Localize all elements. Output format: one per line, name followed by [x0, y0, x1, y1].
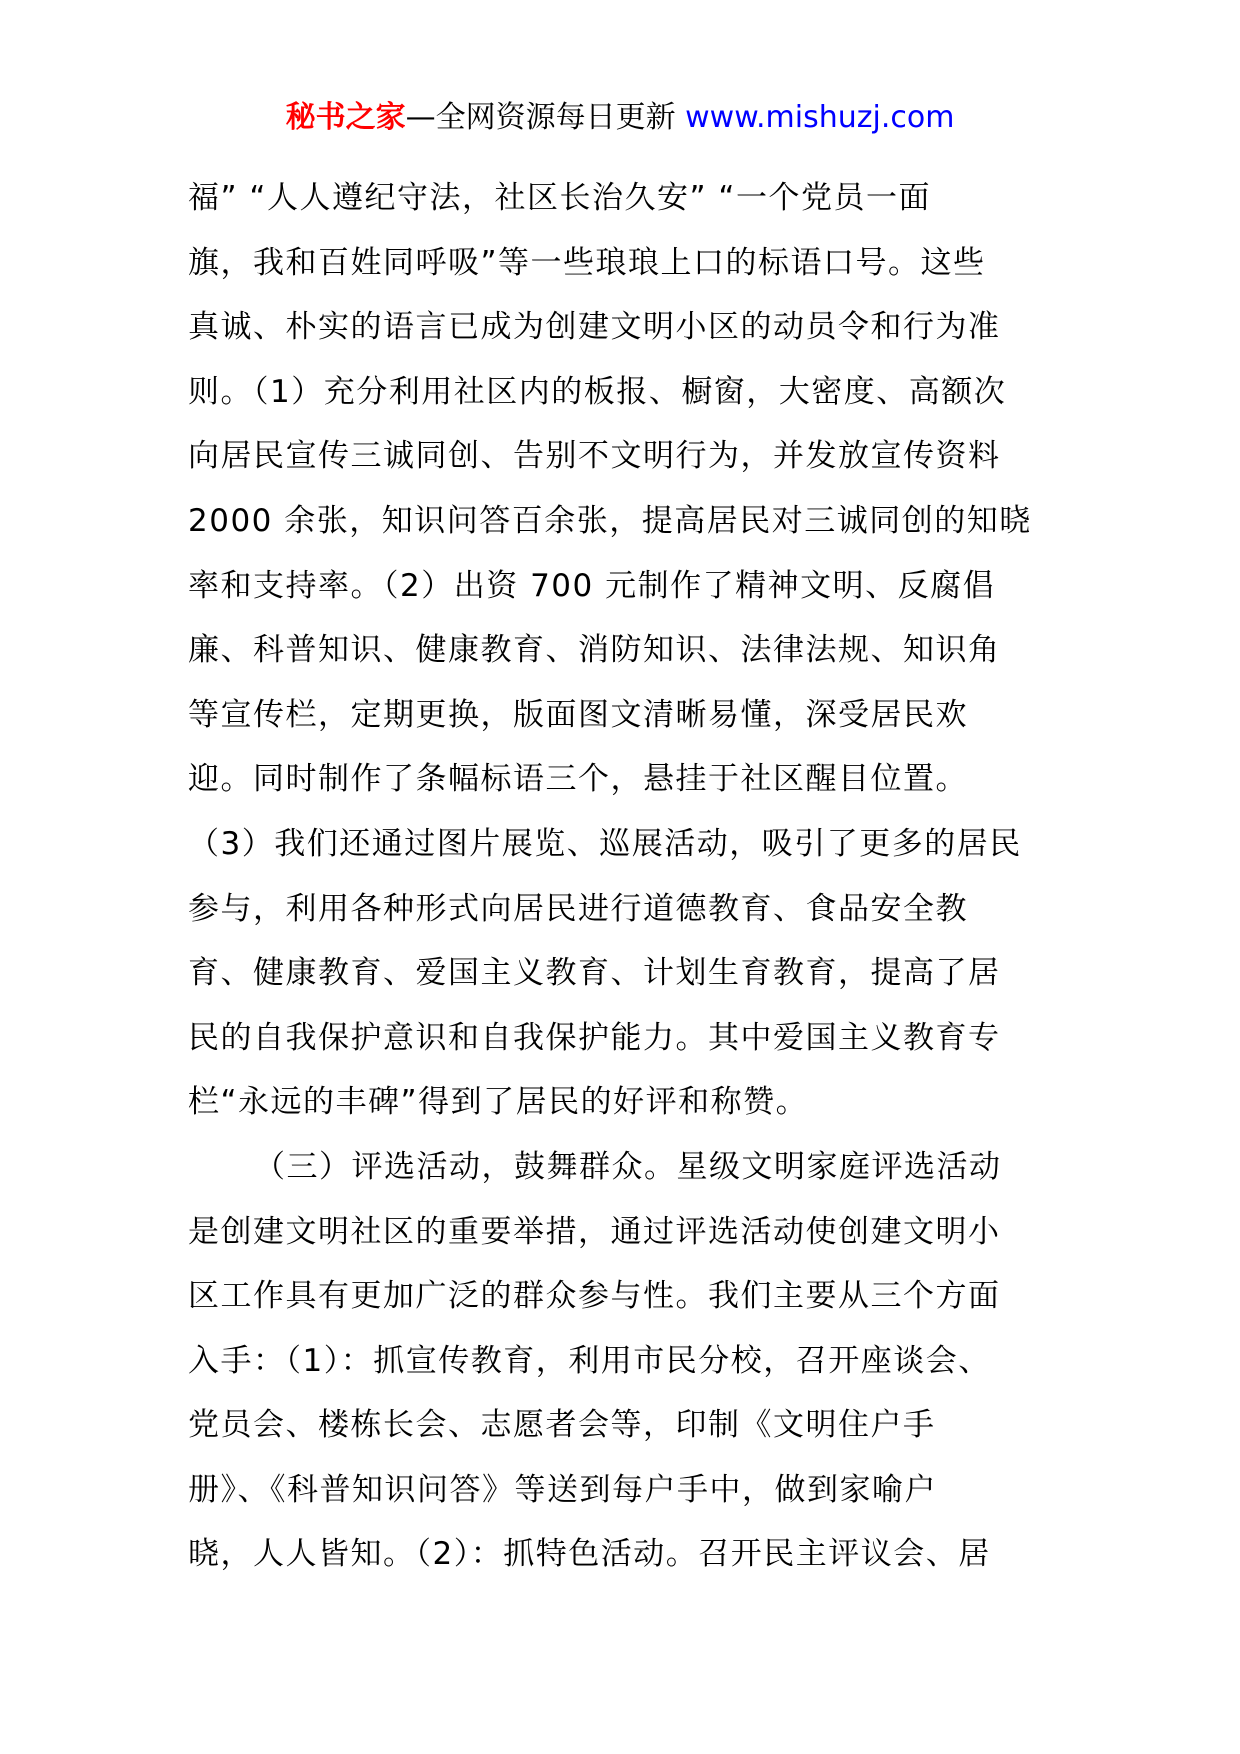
- document-body: [188, 166, 1056, 1587]
- brand-name: 秘书之家: [285, 100, 406, 135]
- text-line: 福” “人人遵纪守法，社区长治久安” “一个党员一面: [188, 180, 931, 216]
- text-line: 育、健康教育、爱国主义教育、计划生育教育，提高了居: [188, 955, 1001, 992]
- text-line: 廉、科普知识、健康教育、消防知识、法律法规、知识角: [188, 632, 1001, 669]
- text-line: 率和支持率。（2）出资 700 元制作了精神文明、反腐倡: [188, 567, 996, 604]
- site-url-link[interactable]: www.mishuzj.com: [685, 100, 955, 135]
- text-line: 是创建文明社区的重要举措，通过评选活动使创建文明小: [188, 1213, 1001, 1250]
- text-line: 迎。同时制作了条幅标语三个，悬挂于社区醒目位置。: [188, 761, 968, 798]
- text-line: 真诚、朴实的语言已成为创建文明小区的动员令和行为准: [188, 309, 1001, 346]
- text-line: （3）我们还通过图片展览、巡展活动，吸引了更多的居民: [188, 825, 1022, 862]
- text-line: 2000 余张，知识问答百余张，提高居民对三诚同创的知晓: [188, 502, 1032, 539]
- text-line: 区工作具有更加广泛的群众参与性。我们主要从三个方面: [188, 1278, 1001, 1315]
- text-line: 党员会、楼栋长会、志愿者会等，印制《文明住户手: [188, 1407, 936, 1444]
- text-line: 栏“永远的丰碑”得到了居民的好评和称赞。: [188, 1084, 809, 1121]
- text-line: 晓，人人皆知。（2）：抓特色活动。召开民主评议会、居: [188, 1536, 991, 1573]
- paragraph-2: [188, 1135, 1056, 1587]
- text-line: 册》、《科普知识问答》等送到每户手中，做到家喻户: [188, 1471, 937, 1508]
- text-line: 参与，利用各种形式向居民进行道德教育、食品安全教: [188, 890, 968, 927]
- text-line: 等宣传栏，定期更换，版面图文清晰易懂，深受居民欢: [188, 696, 968, 733]
- paragraph-1: [188, 166, 1056, 1135]
- text-line: 旗，我和百姓同呼吸”等一些琅琅上口的标语口号。这些: [188, 244, 986, 281]
- text-line: 入手：（1）：抓宣传教育，利用市民分校，召开座谈会、: [188, 1342, 991, 1379]
- page-header: [0, 98, 1240, 138]
- header-tagline: —全网资源每日更新: [405, 100, 686, 135]
- text-line-indented: （三）评选活动，鼓舞群众。星级文明家庭评选活动: [254, 1148, 1002, 1185]
- text-line: 民的自我保护意识和自我保护能力。其中爱国主义教育专: [188, 1019, 1001, 1056]
- text-line: 则。（1）充分利用社区内的板报、橱窗，大密度、高额次: [188, 373, 1007, 410]
- text-line: 向居民宣传三诚同创、告别不文明行为，并发放宣传资料: [188, 438, 1001, 475]
